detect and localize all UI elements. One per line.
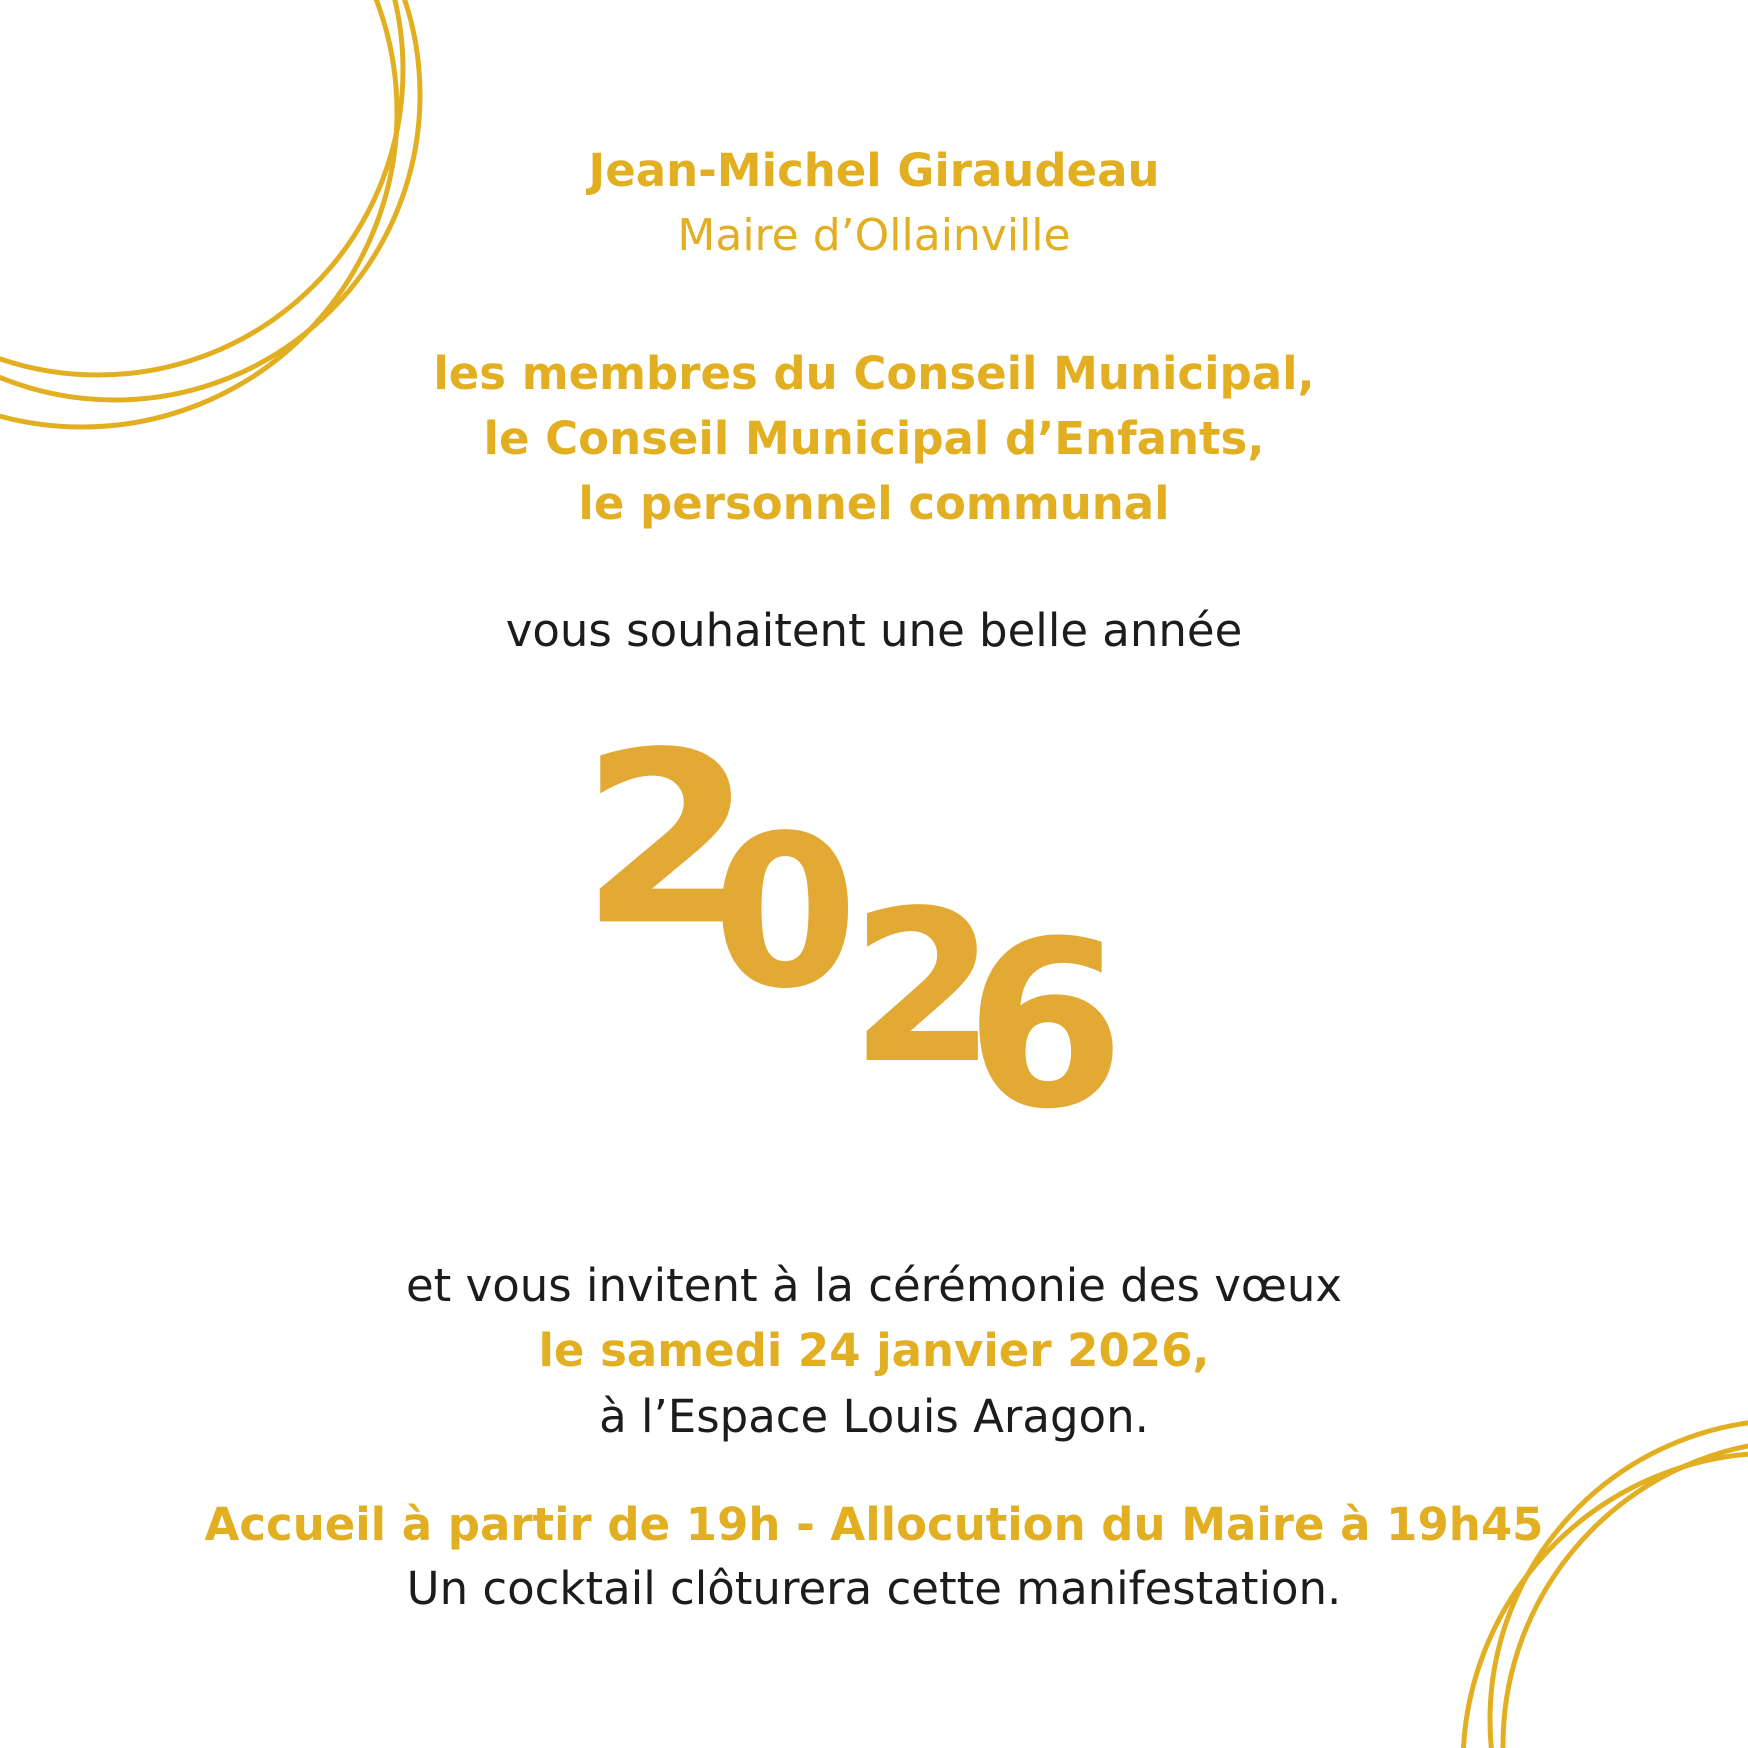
year-digit: 0 xyxy=(712,790,859,1035)
ceremony-date: le samedi 24 janvier 2026, xyxy=(538,1324,1210,1377)
closing-note: Un cocktail clôturera cette manifestation. xyxy=(406,1562,1342,1615)
mayor-title: Maire d’Ollainville xyxy=(677,210,1071,261)
ceremony-place: à l’Espace Louis Aragon. xyxy=(599,1390,1149,1443)
members-line: les membres du Conseil Municipal, xyxy=(433,347,1315,400)
members-list xyxy=(0,341,1748,536)
year-digit: 2 xyxy=(850,865,997,1110)
circle-line xyxy=(0,0,420,400)
members-line: le personnel communal xyxy=(578,477,1170,530)
mayor-name: Jean-Michel Giraudeau xyxy=(588,144,1160,197)
new-year-wish: vous souhaitent une belle année xyxy=(505,604,1243,657)
year-2026-graphic xyxy=(580,720,1180,1140)
ceremony-invitation: et vous invitent à la cérémonie des vœux xyxy=(405,1259,1343,1312)
year-digit: 6 xyxy=(965,893,1126,1140)
year-digit: 2 xyxy=(580,720,754,978)
schedule-info: Accueil à partir de 19h - Allocution du Maire à 19h45 xyxy=(204,1498,1544,1551)
members-line: le Conseil Municipal d’Enfants, xyxy=(483,412,1265,465)
